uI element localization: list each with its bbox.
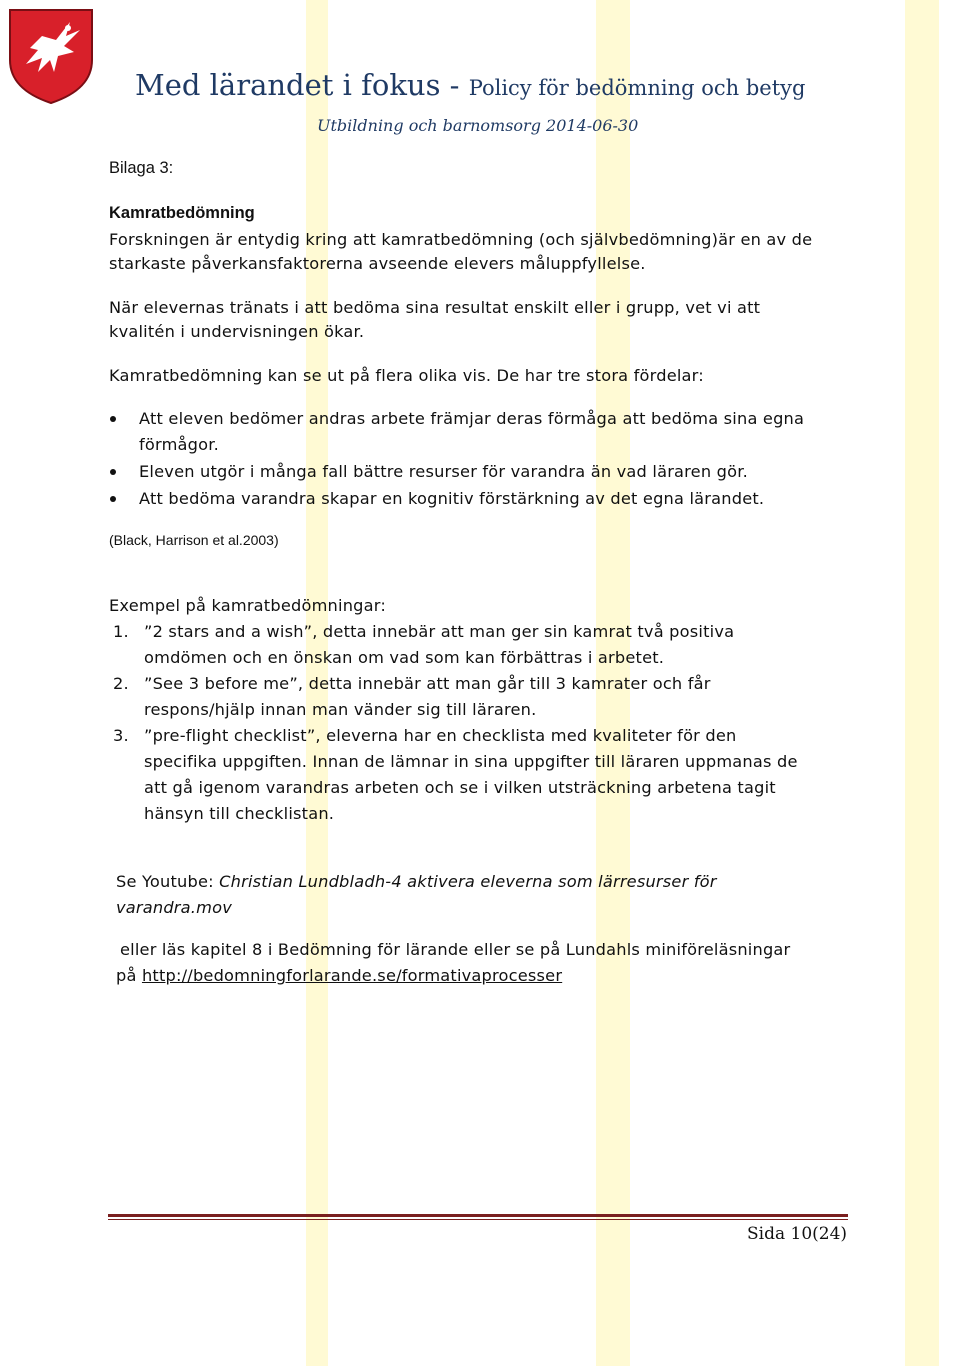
document-header-title	[135, 68, 805, 102]
youtube-video-title: Christian Lundbladh-4 aktivera eleverna som lärresurser för	[219, 872, 717, 891]
example-item-continuation: att gå igenom varandras arbeten och se i vilken utsträckning arbetena tagit	[144, 778, 776, 797]
example-item-continuation: respons/hjälp innan man vänder sig till läraren.	[144, 700, 537, 719]
bullet-dot	[110, 469, 116, 475]
paragraph-line: starkaste påverkansfaktorerna avseende elevers måluppfyllelse.	[109, 254, 646, 273]
paragraph-line: kvalitén i undervisningen ökar.	[109, 322, 365, 341]
bullet-item: Eleven utgör i många fall bättre resurser för varandra än vad läraren gör.	[139, 462, 748, 481]
header-date-line: Utbildning och barnomsorg 2014-06-30	[317, 116, 639, 135]
youtube-video-title-continuation: varandra.mov	[116, 898, 232, 917]
page-number: Sida 10(24)	[747, 1224, 848, 1244]
example-item-continuation: hänsyn till checklistan.	[144, 804, 335, 823]
bullet-item-continuation: förmågor.	[139, 435, 219, 454]
paragraph-line: När elevernas tränats i att bedöma sina resultat enskilt eller i grupp, vet vi att	[109, 298, 761, 317]
bullet-item: Att bedöma varandra skapar en kognitiv förstärkning av det egna lärandet.	[139, 489, 765, 508]
example-item: ”See 3 before me”, detta innebär att man går till 3 kamrater och får	[144, 674, 711, 693]
municipal-shield-logo	[8, 8, 94, 104]
example-number: 1.	[113, 622, 129, 641]
bullet-dot	[110, 496, 116, 502]
annex-label: Bilaga 3:	[109, 159, 174, 177]
reading-reference: eller läs kapitel 8 i Bedömning för lärande eller se på Lundahls miniföreläsningar	[120, 940, 791, 959]
footer-rule-thin	[108, 1219, 848, 1220]
youtube-prefix: Se Youtube:	[116, 872, 220, 891]
example-item-continuation: specifika uppgiften. Innan de lämnar in sina uppgifter till läraren uppmanas de	[144, 752, 798, 771]
example-item: ”2 stars and a wish”, detta innebär att man ger sin kamrat två positiva	[144, 622, 735, 641]
example-item-continuation: omdömen och en önskan om vad som kan förbättras i arbetet.	[144, 648, 665, 667]
section-heading: Kamratbedömning	[109, 204, 255, 222]
reading-prefix: på	[116, 966, 142, 985]
example-item: ”pre-flight checklist”, eleverna har en checklista med kvaliteter för den	[144, 726, 737, 745]
header-subtitle: Policy för bedömning och betyg	[468, 76, 806, 100]
reading-link-line	[116, 964, 562, 988]
footer-rule	[108, 1214, 848, 1217]
paragraph-line: Forskningen är entydig kring att kamratbedömning (och självbedömning)är en av de	[109, 230, 813, 249]
paragraph-line: Kamratbedömning kan se ut på flera olika vis. De har tre stora fördelar:	[109, 366, 704, 385]
example-number: 3.	[113, 726, 129, 745]
bullet-item: Att eleven bedömer andras arbete främjar deras förmåga att bedöma sina egna	[139, 409, 805, 428]
examples-heading: Exempel på kamratbedömningar:	[109, 596, 386, 615]
formativa-processer-link[interactable]: http://bedomningforlarande.se/formativaprocesser	[141, 966, 563, 985]
header-main-title: Med lärandet i fokus -	[135, 68, 469, 102]
example-number: 2.	[113, 674, 129, 693]
bullet-dot	[110, 416, 116, 422]
citation: (Black, Harrison et al.2003)	[109, 532, 279, 548]
youtube-reference	[116, 870, 717, 894]
